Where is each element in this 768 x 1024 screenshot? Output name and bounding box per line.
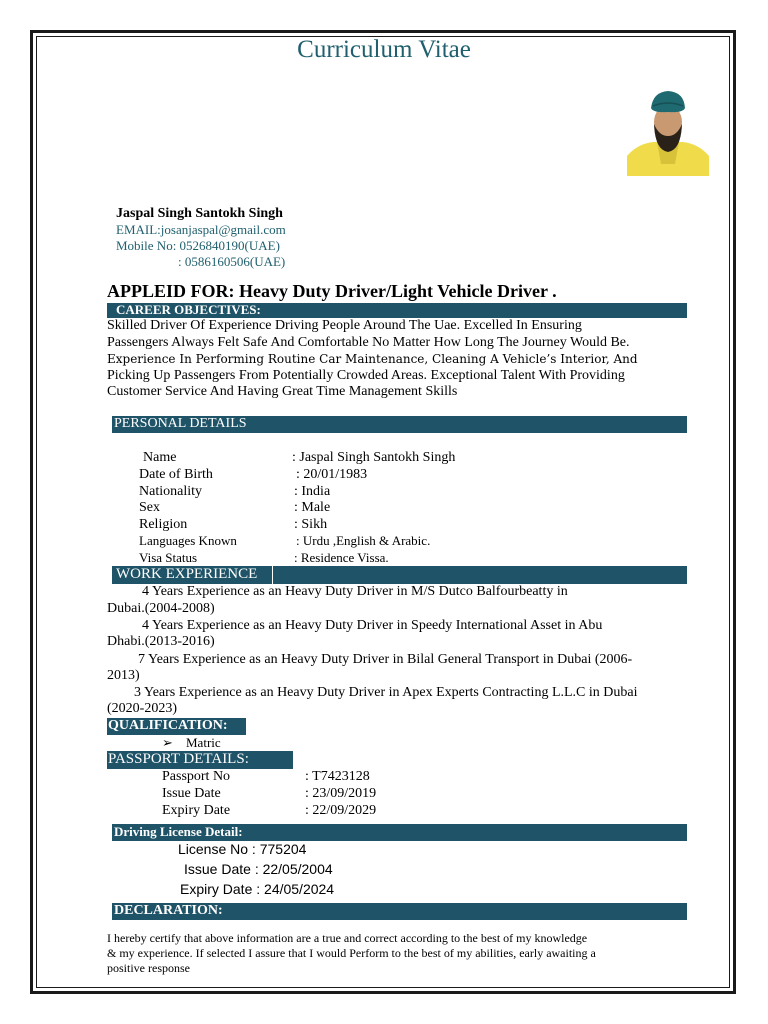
mobile-line-2: : 0586160506(UAE) bbox=[178, 254, 286, 269]
person-portrait-icon bbox=[627, 86, 709, 176]
personal-value-nationality: : India bbox=[294, 484, 331, 499]
bullet-arrow-icon: ➢ bbox=[162, 735, 173, 750]
career-line: Skilled Driver Of Experience Driving People Around The Uae. Excelled In Ensuring bbox=[107, 318, 582, 333]
work-item-4-line2: (2020-2023) bbox=[107, 701, 177, 716]
mobile-line: Mobile No: 0526840190(UAE) bbox=[116, 238, 280, 253]
qualification-bar bbox=[107, 718, 246, 735]
personal-label-sex: Sex bbox=[139, 500, 160, 515]
candidate-name: Jaspal Singh Santokh Singh bbox=[116, 206, 283, 221]
declaration-line: I hereby certify that above information are a true and correct according to the best of my knowledge bbox=[107, 931, 588, 945]
work-item-2-line1: 4 Years Experience as an Heavy Duty Driver in Speedy International Asset in Abu bbox=[142, 618, 603, 633]
applied-for bbox=[107, 281, 557, 302]
document-title: Curriculum Vitae bbox=[297, 36, 471, 63]
personal-label-dob: Date of Birth bbox=[139, 467, 213, 482]
passport-details-heading: PASSPORT DETAILS: bbox=[108, 751, 249, 767]
career-line: Customer Service And Having Great Time Management Skills bbox=[107, 384, 458, 399]
passport-label-expiry: Expiry Date bbox=[162, 803, 231, 818]
career-line: Experience In Performing Routine Car Maintenance, Cleaning A Vehicle’s Interior, And bbox=[107, 352, 638, 366]
personal-value-sex: : Male bbox=[294, 500, 331, 515]
work-item-2-line2: Dhabi.(2013-2016) bbox=[107, 634, 215, 649]
personal-details-heading: PERSONAL DETAILS bbox=[114, 416, 247, 431]
declaration-line: & my experience. If selected I assure that I would Perform to the best of my abilities, early awaiting a bbox=[107, 946, 596, 960]
personal-value-name: : Jaspal Singh Santokh Singh bbox=[292, 450, 456, 465]
work-item-4-line1: 3 Years Experience as an Heavy Duty Driver in Apex Experts Contracting L.L.C in Dubai bbox=[134, 685, 638, 700]
personal-label-name: Name bbox=[143, 450, 177, 465]
passport-label-issue: Issue Date bbox=[162, 786, 221, 801]
license-issue-date: Issue Date : 22/05/2004 bbox=[184, 861, 333, 877]
personal-label-visa: Visa Status bbox=[139, 550, 198, 565]
declaration-line: positive response bbox=[107, 961, 190, 975]
applied-for-prefix: APPLEID FOR bbox=[107, 281, 229, 301]
career-objectives-text bbox=[107, 318, 707, 401]
email-line: EMAIL:josanjaspal@gmail.com bbox=[116, 222, 286, 237]
driving-license-heading: Driving License Detail: bbox=[114, 824, 243, 839]
personal-label-nationality: Nationality bbox=[139, 484, 202, 499]
career-line: Passengers Always Felt Safe And Comfortable No Matter How Long The Journey Would Be. bbox=[107, 334, 630, 350]
work-experience-bar bbox=[112, 566, 687, 584]
driving-license-bar bbox=[112, 824, 687, 841]
qualification-heading: QUALIFICATION: bbox=[108, 718, 228, 733]
career-line: Picking Up Passengers From Potentially Crowded Areas. Exceptional Talent With Providing bbox=[107, 367, 625, 383]
personal-value-religion: : Sikh bbox=[294, 517, 328, 532]
declaration-bar bbox=[112, 903, 687, 920]
personal-label-religion: Religion bbox=[139, 517, 188, 532]
passport-details-bar bbox=[107, 751, 293, 769]
work-item-1-line1: 4 Years Experience as an Heavy Duty Driver in M/S Dutco Balfourbeatty in bbox=[142, 584, 568, 599]
personal-value-visa: : Residence Vissa. bbox=[294, 550, 389, 565]
qualification-item: Matric bbox=[186, 735, 221, 750]
passport-value-expiry: : 22/09/2029 bbox=[305, 803, 377, 818]
work-item-3-line1: 7 Years Experience as an Heavy Duty Driver in Bilal General Transport in Dubai (2006- bbox=[138, 652, 633, 667]
license-expiry-date: Expiry Date : 24/05/2024 bbox=[180, 881, 335, 897]
passport-value-issue: : 23/09/2019 bbox=[305, 786, 377, 801]
profile-photo bbox=[627, 86, 709, 176]
personal-details-bar bbox=[112, 416, 687, 433]
work-bar-divider bbox=[272, 566, 273, 584]
work-item-3-line2: 2013) bbox=[107, 668, 140, 683]
career-objectives-bar bbox=[107, 303, 687, 318]
personal-value-dob: : 20/01/1983 bbox=[296, 467, 368, 482]
work-experience-heading: WORK EXPERIENCE bbox=[116, 566, 258, 582]
license-number: License No : 775204 bbox=[178, 841, 307, 857]
work-item-1-line2: Dubai.(2004-2008) bbox=[107, 601, 215, 616]
applied-for-position: : Heavy Duty Driver/Light Vehicle Driver . bbox=[228, 281, 557, 301]
declaration-text bbox=[107, 931, 707, 976]
passport-label-number: Passport No bbox=[162, 769, 231, 784]
passport-value-number: : T7423128 bbox=[305, 769, 370, 784]
personal-label-languages: Languages Known bbox=[139, 533, 237, 548]
personal-value-languages: : Urdu ,English & Arabic. bbox=[296, 533, 431, 548]
declaration-heading: DECLARATION: bbox=[114, 903, 223, 918]
career-objectives-heading: CAREER OBJECTIVES: bbox=[116, 302, 261, 317]
